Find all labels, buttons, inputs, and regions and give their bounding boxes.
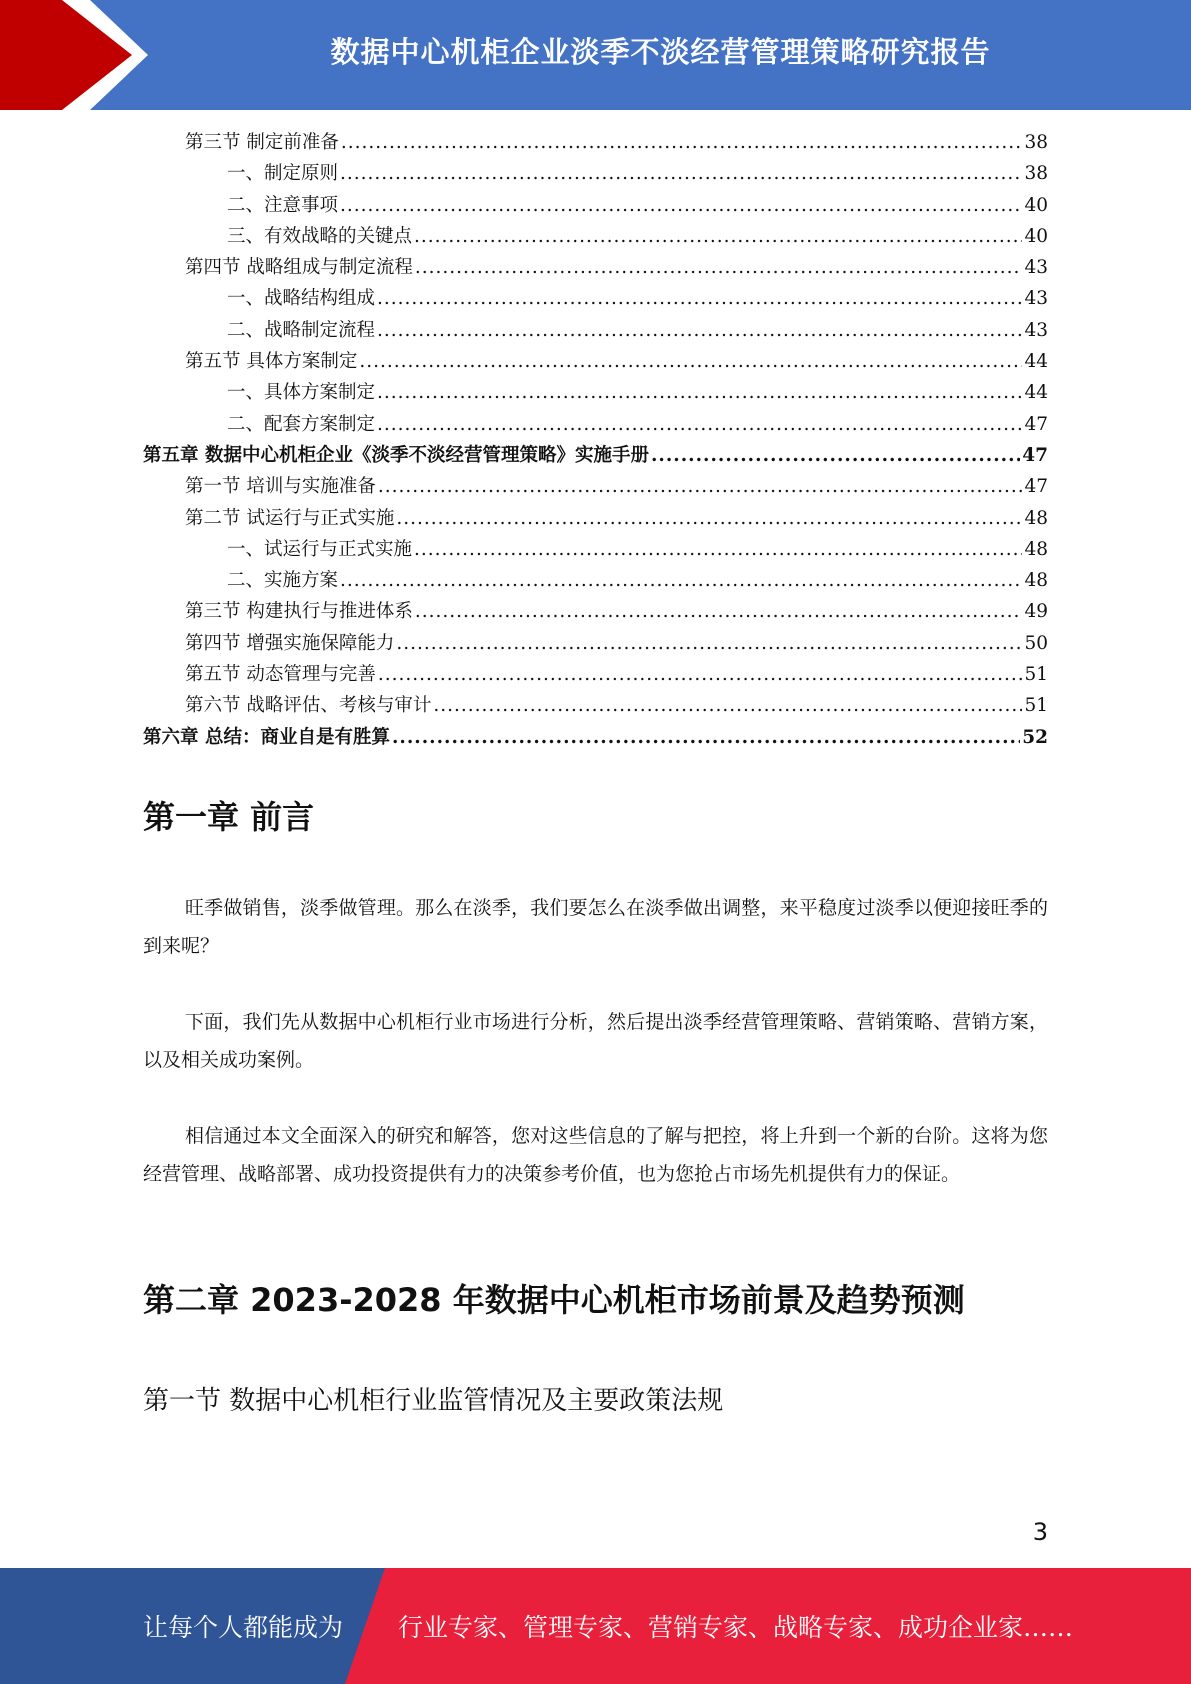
toc-page-number: 52 (1022, 726, 1048, 748)
toc-dot-leader (377, 409, 1022, 440)
toc-entry-title: 第五节 具体方案制定 (185, 351, 358, 373)
toc-chapter-entry[interactable] (143, 722, 1048, 753)
toc-entry-title: 一、战略结构组成 (227, 288, 376, 310)
toc-entry-title: 一、试运行与正式实施 (227, 538, 413, 560)
toc-page-number: 40 (1024, 225, 1048, 247)
toc-dot-leader (378, 471, 1023, 502)
toc-page-number: 48 (1024, 507, 1048, 529)
toc-page-number: 44 (1024, 351, 1048, 373)
toc-entry-title: 第六节 战略评估、考核与审计 (185, 695, 432, 717)
toc-page-number: 47 (1024, 476, 1048, 498)
toc-page-number: 40 (1024, 194, 1048, 216)
toc-entry[interactable] (143, 315, 1048, 346)
toc-page-number: 47 (1022, 444, 1048, 466)
toc-dot-leader (415, 252, 1023, 283)
toc-entry-title: 第三节 制定前准备 (185, 132, 339, 153)
toc-entry-title: 第二节 试运行与正式实施 (185, 507, 395, 529)
toc-dot-leader (396, 628, 1022, 659)
toc-entry[interactable] (143, 628, 1048, 659)
toc-dot-leader (377, 315, 1022, 346)
toc-page-number: 38 (1024, 163, 1048, 185)
toc-entry-title: 第五节 动态管理与完善 (185, 664, 376, 686)
toc-page-number: 51 (1024, 664, 1048, 686)
chapter-1-heading: 第一章 前言 (143, 798, 315, 836)
toc-page-number: 44 (1024, 382, 1048, 404)
toc-entry-title: 第三节 构建执行与推进体系 (185, 601, 413, 623)
chapter-2-heading: 第二章 2023-2028 年数据中心机柜市场前景及趋势预测 (143, 1281, 965, 1319)
toc-page-number: 49 (1024, 601, 1048, 623)
toc-dot-leader (359, 346, 1022, 377)
page-number: 3 (1032, 1518, 1048, 1546)
header-chevron-shape (0, 0, 160, 110)
paragraph: 旺季做销售，淡季做管理。那么在淡季，我们要怎么在淡季做出调整，来平稳度过淡季以便迎接旺季的到来呢？ (143, 897, 1048, 957)
page-footer (0, 1568, 1191, 1684)
toc-entry[interactable] (143, 252, 1048, 283)
toc-dot-leader (340, 190, 1022, 221)
toc-page-number: 43 (1024, 319, 1048, 341)
table-of-contents (143, 127, 1048, 753)
toc-dot-leader (378, 659, 1023, 690)
toc-entry-title: 三、有效战略的关键点 (227, 225, 413, 247)
toc-entry-title: 二、配套方案制定 (227, 413, 376, 435)
toc-entry-title: 第四节 战略组成与制定流程 (185, 257, 413, 279)
toc-entry[interactable] (143, 503, 1048, 534)
page-header (0, 0, 1191, 110)
toc-entry-title: 一、制定原则 (227, 163, 339, 185)
toc-dot-leader (415, 596, 1023, 627)
section-1-heading: 第一节 数据中心机柜行业监管情况及主要政策法规 (143, 1386, 724, 1416)
toc-dot-leader (377, 377, 1022, 408)
toc-entry[interactable] (143, 346, 1048, 377)
toc-dot-leader (392, 722, 1020, 753)
toc-entry[interactable] (143, 565, 1048, 596)
toc-dot-leader (414, 534, 1022, 565)
toc-page-number: 51 (1024, 695, 1048, 717)
toc-page-number: 43 (1024, 288, 1048, 310)
toc-entry[interactable] (143, 221, 1048, 252)
toc-dot-leader (377, 283, 1022, 314)
report-title: 数据中心机柜企业淡季不淡经营管理策略研究报告 (330, 34, 991, 69)
paragraph: 下面，我们先从数据中心机柜行业市场进行分析，然后提出淡季经营管理策略、营销策略、营销方案，以及相关成功案例。 (143, 1011, 1048, 1071)
toc-page-number: 48 (1024, 538, 1048, 560)
toc-entry[interactable] (143, 596, 1048, 627)
toc-chapter-entry[interactable] (143, 440, 1048, 471)
toc-page-number: 50 (1024, 632, 1048, 654)
toc-page-number: 48 (1024, 570, 1048, 592)
toc-entry-title: 第六章 总结：商业自是有胜算 (143, 726, 390, 748)
toc-dot-leader (396, 503, 1022, 534)
toc-entry-title: 一、具体方案制定 (227, 382, 376, 404)
toc-entry[interactable] (143, 534, 1048, 565)
toc-page-number: 43 (1024, 257, 1048, 279)
toc-page-number: 47 (1024, 413, 1048, 435)
footer-slogan-left: 让每个人都能成为 (143, 1613, 344, 1642)
paragraph: 相信通过本文全面深入的研究和解答，您对这些信息的了解与把控，将上升到一个新的台阶。这将为您经营管理、战略部署、成功投资提供有力的决策参考价值，也为您抢占市场先机提供有力的保证。 (143, 1125, 1048, 1185)
toc-page-number: 38 (1024, 132, 1048, 153)
toc-entry[interactable] (143, 471, 1048, 502)
toc-dot-leader (340, 565, 1022, 596)
toc-entry[interactable] (143, 283, 1048, 314)
toc-entry[interactable] (143, 659, 1048, 690)
toc-entry[interactable] (143, 690, 1048, 721)
toc-entry[interactable] (143, 409, 1048, 440)
toc-entry[interactable] (143, 190, 1048, 221)
toc-dot-leader (433, 690, 1022, 721)
footer-slogan-right: 行业专家、管理专家、营销专家、战略专家、成功企业家…… (398, 1613, 1074, 1642)
toc-dot-leader (414, 221, 1022, 252)
toc-entry[interactable] (143, 127, 1048, 158)
toc-entry-title: 第五章 数据中心机柜企业《淡季不淡经营管理策略》实施手册 (143, 444, 649, 466)
toc-entry-title: 二、实施方案 (227, 570, 339, 592)
toc-entry-title: 二、战略制定流程 (227, 319, 376, 341)
toc-entry[interactable] (143, 158, 1048, 189)
toc-entry-title: 第四节 增强实施保障能力 (185, 632, 395, 654)
toc-entry-title: 第一节 培训与实施准备 (185, 476, 376, 498)
toc-entry-title: 二、注意事项 (227, 194, 339, 216)
toc-entry[interactable] (143, 377, 1048, 408)
toc-dot-leader (340, 158, 1022, 189)
toc-dot-leader (341, 127, 1023, 158)
toc-dot-leader (651, 440, 1020, 471)
